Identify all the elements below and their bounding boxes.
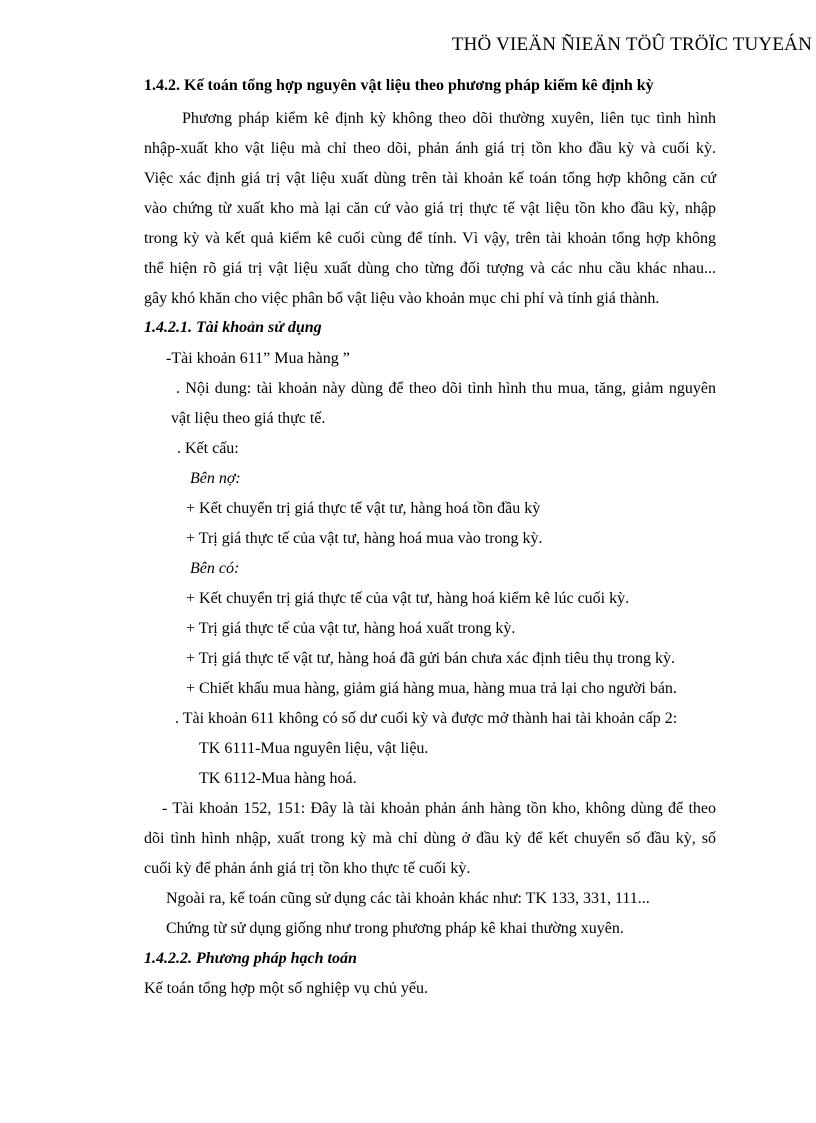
paragraph-line: - Tài khoản 152, 151: Đây là tài khoản phản ánh hàng tồn kho, không dùng để theo [162, 800, 716, 817]
credit-title: Bên có: [190, 560, 240, 577]
documents-line: Chứng từ sử dụng giống như trong phương pháp kê khai thường xuyên. [166, 920, 624, 937]
debit-title: Bên nợ: [190, 470, 241, 487]
section-title: 1.4.2. Kế toán tổng hợp nguyên vật liệu theo phương pháp kiểm kê định kỳ [144, 77, 654, 94]
paragraph-line: Việc xác định giá trị vật liệu xuất dùng trên tài khoản kế toán tổng hợp không căn cứ [144, 170, 716, 187]
subsection-title: 1.4.2.1. Tài khoản sử dụng [144, 319, 322, 336]
credit-item: + Chiết khấu mua hàng, giảm giá hàng mua, hàng mua trả lại cho người bán. [186, 680, 677, 697]
paragraph-line: cuối kỳ để phản ánh giá trị tồn kho thực tế cuối kỳ. [144, 860, 471, 877]
closing-line: Kế toán tổng hợp một số nghiệp vụ chủ yếu. [144, 980, 428, 997]
sub-account-6111: TK 6111-Mua nguyên liệu, vật liệu. [199, 740, 429, 757]
paragraph-line: nhập-xuất kho vật liệu mà chỉ theo dõi, phản ánh giá trị tồn kho đầu kỳ và cuối kỳ. [144, 140, 716, 157]
paragraph-line: dõi tình hình nhập, xuất trong kỳ mà chỉ dùng ở đầu kỳ để kết chuyển số đầu kỳ, số [144, 830, 716, 847]
subsection-title: 1.4.2.2. Phương pháp hạch toán [144, 950, 357, 967]
credit-item: + Kết chuyển trị giá thực tế của vật tư, hàng hoá kiểm kê lúc cuối kỳ. [186, 590, 630, 607]
sub-account-6112: TK 6112-Mua hàng hoá. [199, 770, 357, 787]
paragraph-line: gây khó khăn cho việc phân bổ vật liệu vào khoản mục chi phí và tính giá thành. [144, 290, 660, 307]
content-line: . Nội dung: tài khoản này dùng để theo dõi tình hình thu mua, tăng, giảm nguyên [176, 380, 716, 397]
structure-heading: . Kết cấu: [177, 440, 239, 457]
credit-item: + Trị giá thực tế vật tư, hàng hoá đã gửi bán chưa xác định tiêu thụ trong kỳ. [186, 650, 675, 667]
paragraph-line: vào chứng từ xuất kho mà lại căn cứ vào giá trị thực tế vật liệu tồn kho đầu kỳ, nhập [144, 200, 716, 217]
debit-item: + Kết chuyển trị giá thực tế vật tư, hàng hoá tồn đầu kỳ [186, 500, 541, 517]
other-accounts-line: Ngoài ra, kế toán cũng sử dụng các tài khoản khác như: TK 133, 331, 111... [166, 890, 650, 907]
paragraph-line: Phương pháp kiểm kê định kỳ không theo dõi thường xuyên, liên tục tình hình [182, 110, 716, 127]
no-balance-note: . Tài khoản 611 không có số dư cuối kỳ và được mở thành hai tài khoản cấp 2: [175, 710, 678, 727]
page-header: THÖ VIEÄN ÑIEÄN TÖÛ TRÖÏC TUYEÁN [451, 34, 812, 55]
paragraph-line: thể hiện rõ giá trị vật liệu xuất dùng cho từng đối tượng và các nhu cầu khác nhau... [144, 260, 716, 277]
account-611-heading: -Tài khoản 611” Mua hàng ” [166, 350, 350, 367]
content-line: vật liệu theo giá thực tế. [171, 410, 326, 427]
paragraph-line: trong kỳ và kết quả kiểm kê cuối cùng để tính. Vì vậy, trên tài khoản tổng hợp không [144, 230, 716, 247]
credit-item: + Trị giá thực tế của vật tư, hàng hoá xuất trong kỳ. [186, 620, 516, 637]
debit-item: + Trị giá thực tế của vật tư, hàng hoá mua vào trong kỳ. [186, 530, 543, 547]
